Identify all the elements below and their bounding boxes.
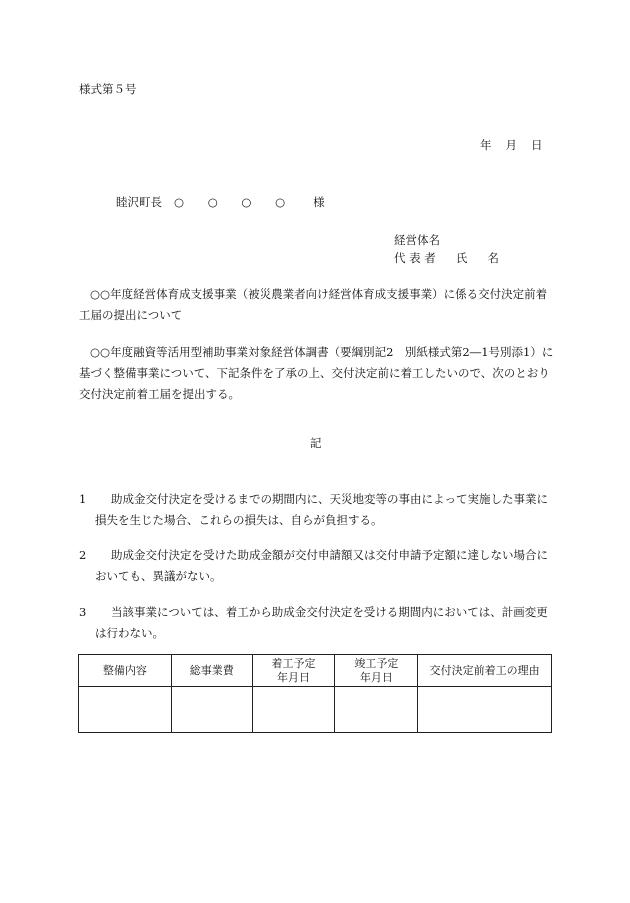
condition-item: [79, 545, 554, 587]
date-line: [480, 137, 543, 153]
table-row: [79, 687, 552, 733]
representative-line: [394, 250, 499, 266]
condition-number: 1: [79, 492, 87, 506]
addressee-placeholder: ○ ○ ○ ○: [174, 195, 296, 209]
project-table: [78, 654, 552, 733]
date-day-label: 日: [531, 138, 543, 152]
condition-number: 2: [79, 548, 87, 562]
form-number: 様式第５号: [79, 82, 137, 96]
representative-label: 代 表 者: [394, 251, 436, 265]
table-header-row: [79, 655, 552, 687]
name-label-1: 氏: [455, 251, 468, 265]
condition-item: [79, 489, 554, 531]
condition-text: 当該事業については、着工から助成金交付決定を受ける期間内においては、計画変更は行わない。: [95, 605, 548, 640]
header-total-cost: 総事業費: [171, 655, 252, 687]
header-start-date: 着工予定 年月日: [252, 655, 335, 687]
subject-text: ○○年度経営体育成支援事業（被災農業者向け経営体育成支援事業）に係る交付決定前着工届の提出について: [79, 287, 548, 322]
date-year-label: 年: [480, 138, 492, 152]
addressee: [116, 194, 325, 210]
cell-reason[interactable]: [418, 687, 552, 733]
header-completion-date: 竣工予定 年月日: [335, 655, 418, 687]
cell-work-content[interactable]: [79, 687, 172, 733]
date-month-label: 月: [505, 138, 517, 152]
cell-completion-date[interactable]: [335, 687, 418, 733]
header-work-content: 整備内容: [79, 655, 172, 687]
condition-text: 助成金交付決定を受けるまでの期間内に、天災地変等の事由によって実施した事業に損失を生じた場合、これらの損失は、自らが負担する。: [95, 492, 548, 527]
cell-start-date[interactable]: [252, 687, 335, 733]
addressee-honorific: 様: [313, 195, 325, 209]
condition-text: 助成金交付決定を受けた助成金額が交付申請額又は交付申請予定額に達しない場合においても、異議がない。: [95, 548, 548, 583]
addressee-name: 睦沢町長: [116, 195, 162, 209]
condition-item: [79, 602, 554, 644]
condition-number: 3: [79, 605, 87, 619]
ki-heading: 記: [310, 436, 322, 450]
cell-total-cost[interactable]: [171, 687, 252, 733]
org-name-label: 経営体名: [394, 233, 440, 247]
name-label-2: 名: [487, 251, 499, 265]
header-reason: 交付決定前着工の理由: [418, 655, 552, 687]
body-text: ○○年度融資等活用型補助事業対象経営体調書（要綱別記2 別紙様式第2―1号別添1）に基づく整備事業について、下記条件を了承の上、交付決定前に着工したいので、次のとおり交付決定前着工届を提出する。: [79, 345, 554, 401]
